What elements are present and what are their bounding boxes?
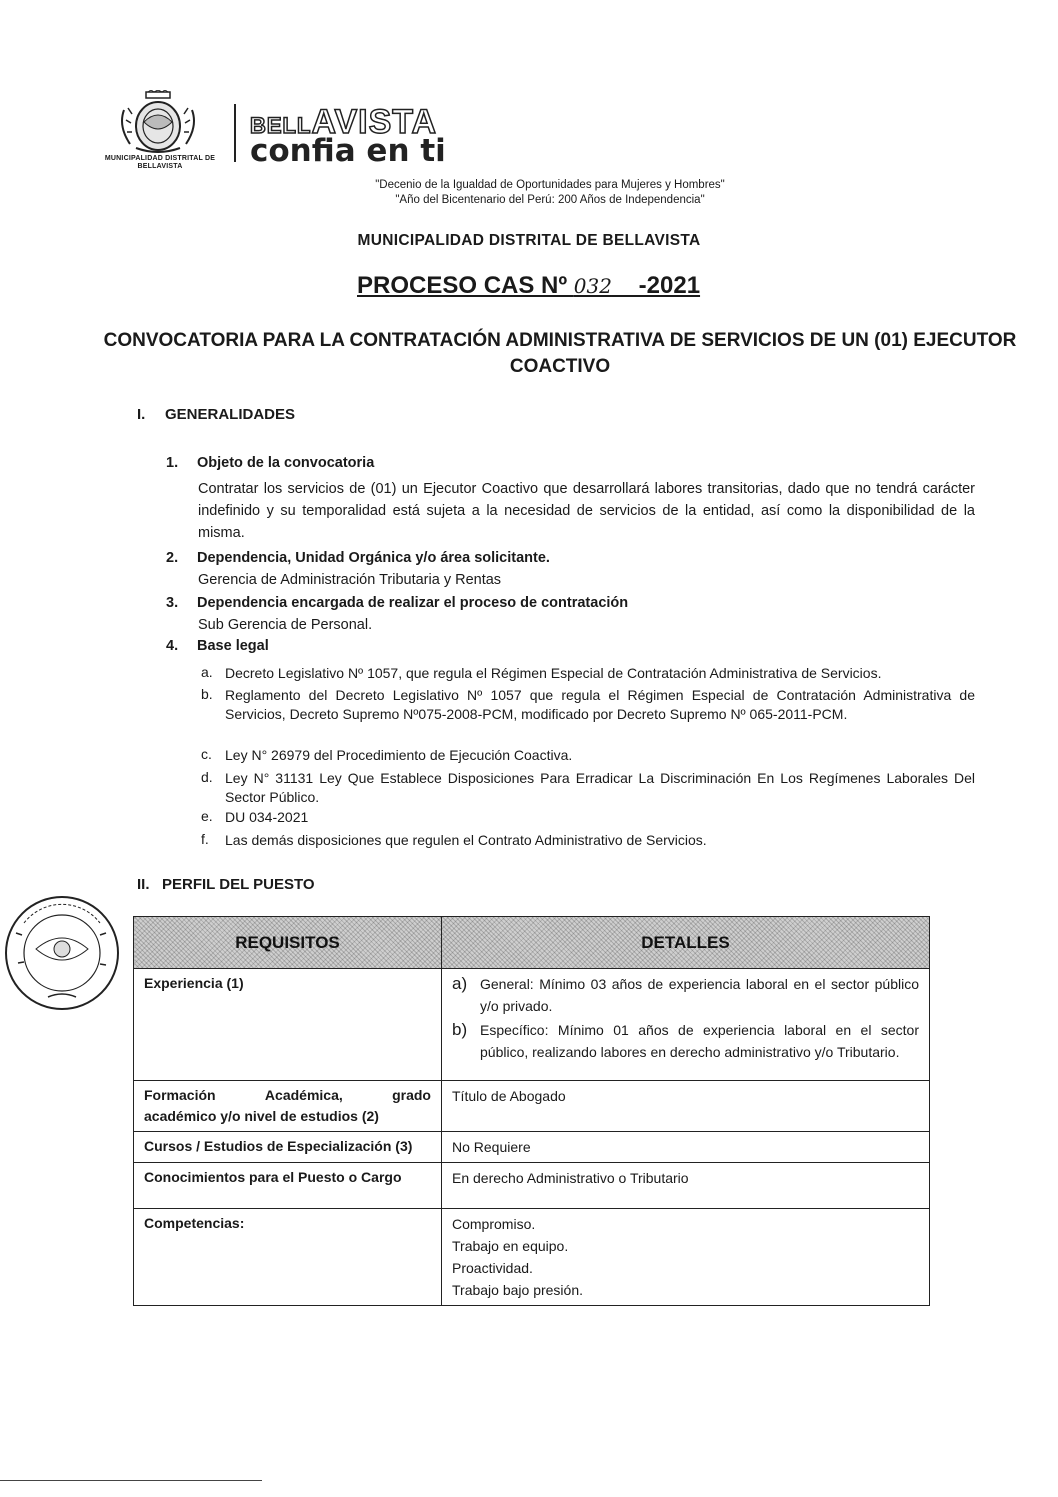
table-row — [134, 969, 930, 1081]
municipal-crest-logo — [118, 90, 198, 154]
conocimientos-value: En derecho Administrativo o Tributario — [442, 1163, 930, 1209]
crest-caption: MUNICIPALIDAD DISTRITAL DE BELLAVISTA — [104, 155, 216, 170]
brand-slogan: confia en ti — [250, 133, 446, 169]
experiencia-a-text: General: Mínimo 03 años de experiencia laboral en el sector público y/o privado. — [480, 976, 919, 1014]
experiencia-a-letter: a) — [452, 974, 468, 993]
experiencia-item-b — [452, 1019, 919, 1063]
item-1-title: Objeto de la convocatoria — [197, 455, 375, 471]
proceso-title — [357, 272, 700, 300]
formacion-label-line1 — [144, 1085, 431, 1106]
experiencia-label: Experiencia (1) — [134, 969, 442, 1081]
item-4-number: 4. — [166, 638, 179, 654]
proceso-number: 032 — [573, 274, 612, 298]
base-legal-d-text: Ley N° 31131 Ley Que Establece Disposiciones Para Erradicar La Discriminación En Los Regímenes Laborales Del Sector Público. — [225, 770, 975, 805]
section-2-numeral: II. — [137, 876, 150, 893]
competencia-item: Compromiso. — [452, 1216, 536, 1232]
item-3-number: 3. — [166, 595, 179, 611]
item-3-title: Dependencia encargada de realizar el proceso de contratación — [197, 595, 629, 611]
base-legal-f-letter: f. — [201, 831, 209, 847]
decenio-line-1: "Decenio de la Igualdad de Oportunidades para Mujeres y Hombres" — [375, 179, 725, 191]
experiencia-b-letter: b) — [452, 1020, 468, 1039]
proceso-prefix: PROCESO CAS Nº — [357, 272, 574, 299]
conocimientos-label: Conocimientos para el Puesto o Cargo — [134, 1163, 442, 1209]
formacion-label-word3: grado — [392, 1087, 431, 1103]
formacion-label-line2: académico y/o nivel de estudios (2) — [144, 1108, 379, 1124]
item-2-title: Dependencia, Unidad Orgánica y/o área solicitante. — [197, 550, 550, 566]
base-legal-a-text: Decreto Legislativo Nº 1057, que regula el Régimen Especial de Contratación Administrativa de Servicios. — [225, 665, 882, 681]
experiencia-details — [442, 969, 930, 1081]
municipality-title: MUNICIPALIDAD DISTRITAL DE BELLAVISTA — [357, 232, 701, 249]
experiencia-b-text: Específico: Mínimo 01 años de experiencia laboral en el sector público, realizando labores en derecho administrativo y/o Tributario. — [480, 1022, 919, 1060]
competencias-label: Competencias: — [134, 1209, 442, 1306]
table-row — [134, 1163, 930, 1209]
experiencia-item-a — [452, 973, 919, 1017]
item-2-text: Gerencia de Administración Tributaria y Rentas — [198, 572, 502, 588]
formacion-label-word2: Académica, — [264, 1087, 343, 1103]
base-legal-e-letter: e. — [201, 808, 213, 824]
competencia-item: Trabajo bajo presión. — [452, 1282, 584, 1298]
decenio-block — [300, 178, 800, 208]
table-row — [134, 1081, 930, 1132]
decenio-line-2: "Año del Bicentenario del Perú: 200 Años de Independencia" — [395, 194, 705, 206]
cursos-label: Cursos / Estudios de Especialización (3) — [134, 1132, 442, 1163]
competencias-list — [442, 1209, 930, 1306]
table-row — [134, 1209, 930, 1306]
footer-rule — [0, 1480, 262, 1481]
formacion-label-word1: Formación — [144, 1087, 216, 1103]
section-1-numeral: I. — [137, 406, 146, 423]
col-detalles: DETALLES — [442, 917, 930, 969]
perfil-table — [133, 916, 930, 1306]
cursos-value: No Requiere — [442, 1132, 930, 1163]
formacion-label — [134, 1081, 442, 1132]
item-4-title: Base legal — [197, 638, 269, 654]
competencia-item: Trabajo en equipo. — [452, 1238, 569, 1254]
brand-logo-bell: BELL — [250, 113, 312, 138]
base-legal-c-text: Ley N° 26979 del Procedimiento de Ejecución Coactiva. — [225, 747, 573, 763]
item-1-text: Contratar los servicios de (01) un Ejecutor Coactivo que desarrollará labores transitorias, dado que no tendrá carácter indefinido y su temporalidad está sujeta a la necesidad de servicios de la entidad, así como la disponibilidad de la misma. — [198, 481, 975, 541]
base-legal-d-letter: d. — [201, 769, 213, 785]
base-legal-e-text: DU 034-2021 — [225, 809, 309, 825]
brand-logo-avista: AVISTA — [311, 103, 438, 141]
official-stamp — [2, 893, 122, 1013]
base-legal-a-letter: a. — [201, 664, 213, 680]
competencia-item: Proactividad. — [452, 1260, 533, 1276]
base-legal-b-letter: b. — [201, 686, 213, 702]
proceso-suffix: -2021 — [611, 272, 701, 299]
section-2-heading: PERFIL DEL PUESTO — [162, 876, 315, 893]
table-header-row — [134, 917, 930, 969]
base-legal-b-text: Reglamento del Decreto Legislativo Nº 1057 que regula el Régimen Especial de Contratación Administrativa de Servicios, Decreto Supremo Nº075-2008-PCM, modificado por Decreto Supremo Nº 065-2011-PCM. — [225, 687, 975, 722]
base-legal-c-letter: c. — [201, 746, 212, 762]
logo-divider — [234, 104, 236, 162]
item-1-number: 1. — [166, 455, 179, 471]
item-3-text: Sub Gerencia de Personal. — [198, 617, 373, 633]
formacion-value: Título de Abogado — [442, 1081, 930, 1132]
base-legal-f-text: Las demás disposiciones que regulen el Contrato Administrativo de Servicios. — [225, 832, 707, 848]
section-1-heading: GENERALIDADES — [165, 406, 296, 423]
item-2-number: 2. — [166, 550, 179, 566]
convocatoria-title: CONVOCATORIA PARA LA CONTRATACIÓN ADMINISTRATIVA DE SERVICIOS DE UN (01) EJECUTOR COACTIVO — [103, 330, 1017, 377]
col-requisitos: REQUISITOS — [134, 917, 442, 969]
table-row — [134, 1132, 930, 1163]
